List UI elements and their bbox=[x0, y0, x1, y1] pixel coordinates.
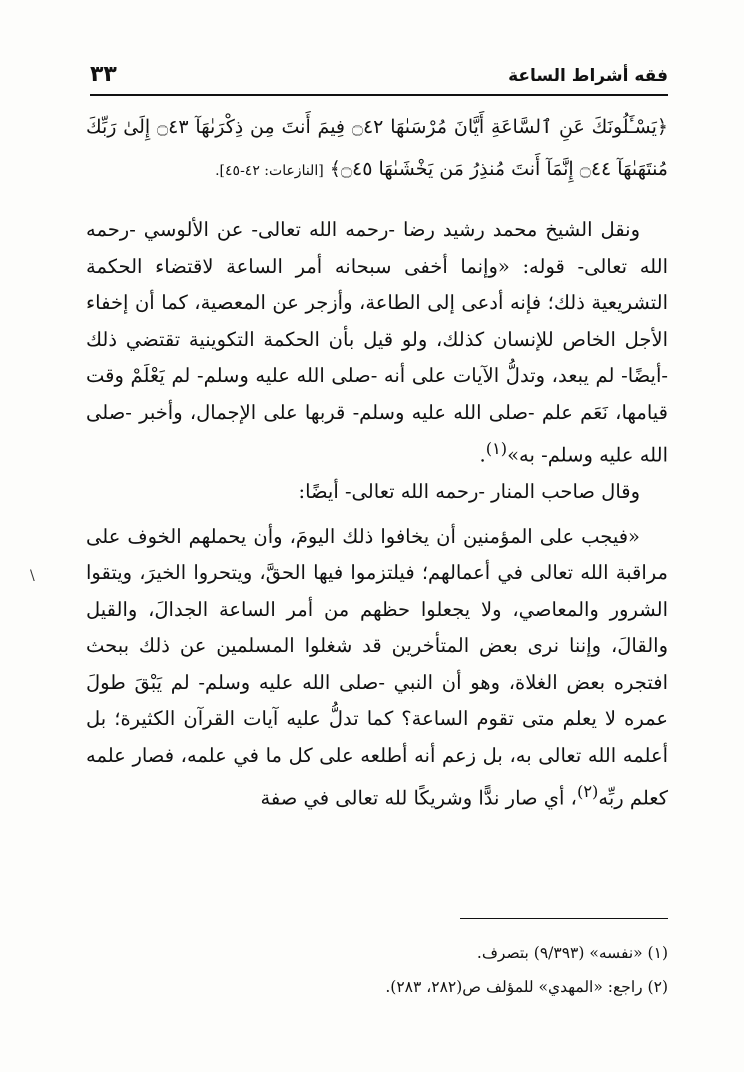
paragraph-end: . bbox=[479, 443, 486, 467]
paragraph-end: ، أي صار ندًّا وشريكًا لله تعالى في صفة bbox=[260, 786, 577, 810]
paragraph-text: «فيجب على المؤمنين أن يخافوا ذلك اليومَ، وأن يحملهم الخوف على مراقبة الله تعالى في أعمالهم؛ فيلتزموا فيها الحقَّ، ويتحروا الخيرَ، ويتقوا الشرور والمعاصي، ولا يجعلوا حظهم من أمر الساعة الجدالَ، والقيل والقالَ، وإننا نرى بعض المتأخرين قد شغلوا المسلمين عن ذلك ببحث افتجره بعض الغلاة، وهو أن النبي -صلى الله عليه وسلم- لم يَبْقَ طولَ عمره لا يعلم متى تقوم الساعة؟ كما تدلُّ عليه آيات القرآن الكثيرة؛ بل أعلمه الله تعالى به، بل زعم أنه أطلعه على كل ما في علمه، فصار علمه كعلم ربِّه bbox=[86, 524, 668, 810]
quran-verse-block bbox=[86, 106, 668, 192]
footnote-ref-2: (٢) bbox=[576, 782, 599, 801]
footnote-divider bbox=[460, 918, 668, 919]
footnote-1: (١) «نفسه» (٩/٣٩٣) بتصرف. bbox=[476, 944, 668, 962]
running-title: فقه أشراط الساعة bbox=[508, 66, 668, 86]
page-header bbox=[90, 62, 668, 96]
verse-reference: [النازعات: ٤٢-٤٥]. bbox=[215, 163, 324, 179]
quran-verse: ﴿يَسْـَٔلُونَكَ عَنِ ٱلسَّاعَةِ أَيَّانَ مُرْسَىٰهَا ۝٤٢ فِيمَ أَنتَ مِن ذِكْرَىٰهَآ ۝٤٣ إِلَىٰ رَبِّكَ مُنتَهَىٰهَآ ۝٤٤ إِنَّمَآ أَنتَ مُنذِرُ مَن يَخْشَىٰهَا ۝٤٥﴾ bbox=[86, 116, 668, 180]
paragraph-alusi-quote bbox=[86, 212, 668, 474]
footnotes bbox=[86, 936, 668, 1004]
footnote-2: (٢) راجع: «المهدي» للمؤلف ص(٢٨٢، ٢٨٣). bbox=[385, 978, 668, 996]
paragraph-manar-quote bbox=[86, 519, 668, 818]
page-number: ٣٣ bbox=[90, 62, 117, 87]
paragraph-manar-intro: وقال صاحب المنار -رحمه الله تعالى- أيضًا: bbox=[298, 480, 640, 503]
main-text bbox=[86, 212, 668, 817]
paragraph-text: ونقل الشيخ محمد رشيد رضا -رحمه الله تعالى- عن الألوسي -رحمه الله تعالى- قوله: «وإنما أخفى سبحانه أمر الساعة لاقتضاء الحكمة التشريعية ذلك؛ فإنه أدعى إلى الطاعة، وأزجر عن المعصية، كما أن إخفاء الأجل الخاص للإنسان كذلك، ولو قيل بأن الحكمة التكوينية تقتضي ذلك -أيضًا- لم يبعد، وتدلُّ الآيات على أنه -صلى الله عليه وسلم- لم يَعْلَمْ وقت قيامها، نَعَم علم -صلى الله عليه وسلم- قربها على الإجمال، وأخبر -صلى الله عليه وسلم- به» bbox=[86, 218, 668, 467]
margin-mark: \ bbox=[30, 568, 35, 584]
footnote-ref-1: (١) bbox=[485, 439, 508, 458]
